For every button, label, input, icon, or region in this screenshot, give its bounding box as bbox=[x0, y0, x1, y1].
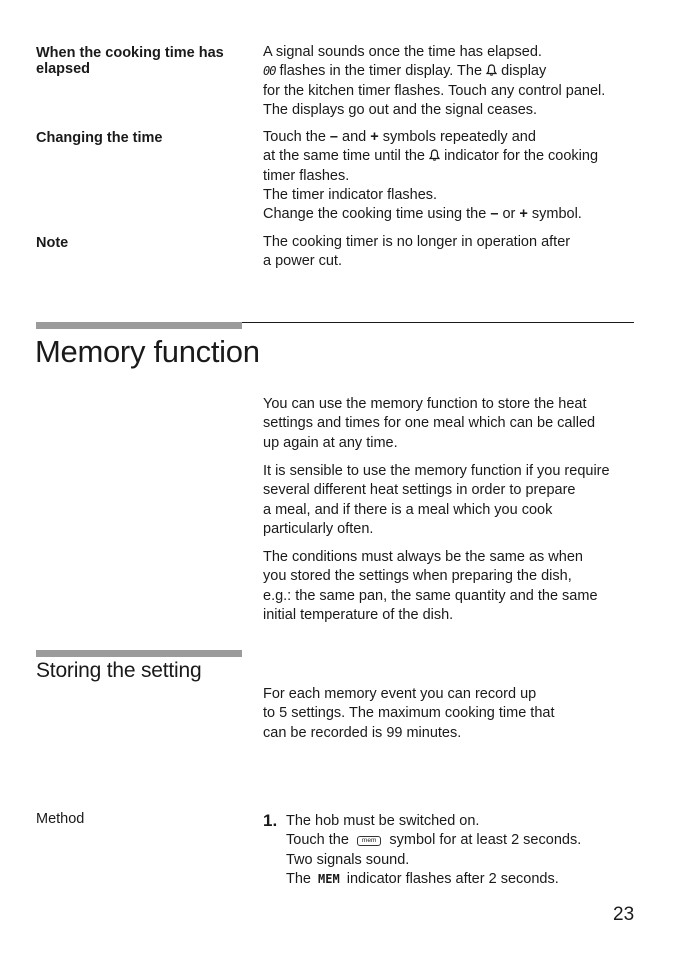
section-rule-thick bbox=[36, 322, 242, 329]
memory-para-1-line: You can use the memory function to store the heat bbox=[263, 396, 587, 412]
memory-para-3-line: The conditions must always be the same as when bbox=[263, 549, 583, 565]
elapsed-description bbox=[263, 43, 605, 120]
elapsed-line-2a: flashes in the timer display. The bbox=[279, 63, 483, 80]
step-number: 1. bbox=[263, 811, 278, 830]
note-line-1: The cooking timer is no longer in operation after bbox=[263, 234, 571, 250]
minus-symbol: – bbox=[490, 206, 499, 223]
step-line-1: The hob must be switched on. bbox=[286, 813, 480, 829]
note-description bbox=[263, 233, 570, 272]
storing-intro-line: For each memory event you can record up bbox=[263, 686, 537, 702]
storing-intro bbox=[263, 685, 554, 743]
change-line-1a: Touch the bbox=[263, 129, 326, 145]
memory-para-2 bbox=[263, 462, 610, 539]
storing-intro-line: to 5 settings. The maximum cooking time that bbox=[263, 705, 555, 722]
memory-para-3-line: initial temperature of the dish. bbox=[263, 606, 454, 623]
label-elapsed: When the cooking time has elapsed bbox=[36, 45, 224, 77]
memory-para-1-line: up again at any time. bbox=[263, 434, 398, 451]
step-line-2 bbox=[286, 831, 581, 850]
step-line-4 bbox=[286, 870, 581, 889]
memory-para-3 bbox=[263, 548, 598, 625]
change-line-2 bbox=[263, 147, 598, 166]
changing-time-description bbox=[263, 128, 598, 224]
memory-para-3-line: e.g.: the same pan, the same quantity and the same bbox=[263, 587, 598, 604]
mem-indicator: MEM bbox=[318, 871, 340, 886]
memory-para-2-line: It is sensible to use the memory function if you require bbox=[263, 463, 610, 479]
change-line-3: timer flashes. bbox=[263, 167, 350, 184]
plus-symbol: + bbox=[519, 206, 528, 223]
mem-key-icon: mem bbox=[357, 836, 381, 846]
change-line-1c: symbols repeatedly and bbox=[382, 129, 536, 145]
step-line-4b: indicator flashes after 2 seconds. bbox=[346, 870, 559, 887]
elapsed-line-3: for the kitchen timer flashes. Touch any control panel. bbox=[263, 82, 606, 99]
elapsed-line-2b: display bbox=[501, 63, 547, 80]
section-rule-thin bbox=[242, 322, 634, 323]
storing-setting-heading: Storing the setting bbox=[36, 659, 202, 682]
elapsed-line-1: A signal sounds once the time has elapsed. bbox=[263, 44, 542, 60]
bell-icon bbox=[486, 64, 497, 76]
change-line-1b: and bbox=[342, 129, 367, 145]
memory-para-3-line: you stored the settings when preparing the dish, bbox=[263, 568, 572, 585]
change-line-1 bbox=[263, 128, 598, 147]
change-line-2a: at the same time until the bbox=[263, 148, 425, 165]
step-1-description bbox=[286, 812, 581, 889]
minus-symbol: – bbox=[329, 129, 338, 145]
note-line-2: a power cut. bbox=[263, 253, 342, 270]
change-line-4: The timer indicator flashes. bbox=[263, 186, 438, 203]
page-number: 23 bbox=[613, 904, 635, 925]
change-line-5b: or bbox=[502, 206, 516, 223]
memory-para-2-line: several different heat settings in order to prepare bbox=[263, 482, 576, 499]
memory-para-2-line: particularly often. bbox=[263, 520, 374, 537]
memory-function-heading: Memory function bbox=[35, 334, 260, 369]
elapsed-line-4: The displays go out and the signal ceases. bbox=[263, 101, 538, 118]
storing-intro-line: can be recorded is 99 minutes. bbox=[263, 724, 462, 741]
memory-para-2-line: a meal, and if there is a meal which you cook bbox=[263, 501, 553, 518]
step-line-4a: The bbox=[286, 870, 311, 887]
change-line-2b: indicator for the cooking bbox=[444, 148, 599, 165]
step-line-3: Two signals sound. bbox=[286, 851, 410, 868]
step-line-2b: symbol for at least 2 seconds. bbox=[389, 832, 582, 849]
timer-display-icon: 00 bbox=[263, 64, 276, 79]
memory-para-1-line: settings and times for one meal which can be called bbox=[263, 415, 596, 432]
plus-symbol: + bbox=[370, 129, 379, 145]
step-line-2a: Touch the bbox=[286, 832, 349, 849]
change-line-5 bbox=[263, 205, 598, 224]
label-changing-time: Changing the time bbox=[36, 130, 163, 146]
elapsed-line-2 bbox=[263, 62, 605, 81]
subsection-rule-thick bbox=[36, 650, 242, 657]
label-method: Method bbox=[36, 811, 85, 827]
change-line-5c: symbol. bbox=[531, 206, 582, 223]
label-note: Note bbox=[36, 235, 69, 251]
change-line-5a: Change the cooking time using the bbox=[263, 206, 487, 223]
bell-icon bbox=[429, 149, 440, 161]
memory-para-1 bbox=[263, 395, 595, 453]
